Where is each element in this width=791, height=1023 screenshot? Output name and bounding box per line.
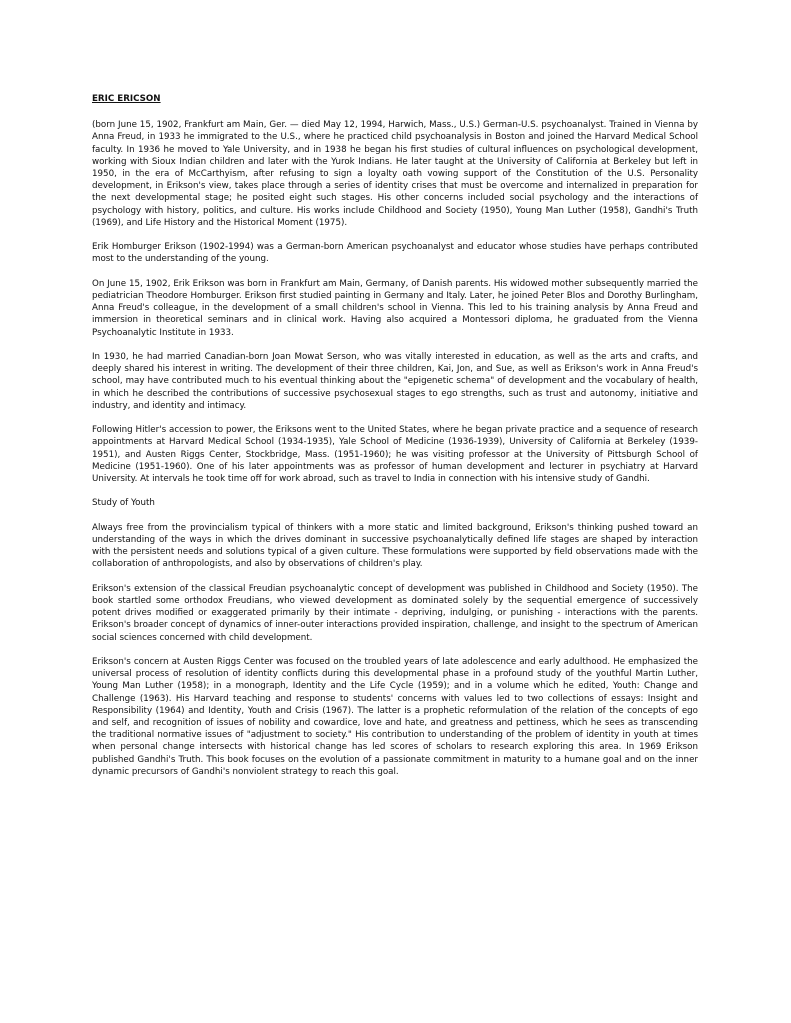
paragraph-introduction: Erik Homburger Erikson (1902-1994) was a German-born American psychoanalyst and educator whose studies have perhaps contributed most to the understanding of the young. <box>92 242 698 265</box>
paragraph-marriage: In 1930, he had married Canadian-born Joan Mowat Serson, who was vitally interested in education, as well as the arts and crafts, and deeply shared his interest in writing. The development of their three children, Kai, Jon, and Sue, as well as Erikson's work in Anna Freud's school, may have contributed much to his eventual thinking about the "epigenetic schema" of development and the vocabulary of health, in which he described the contributions of successive psychosexual stages to ego strengths, such as trust and autonomy, initiative and industry, and identity and intimacy. <box>92 352 698 411</box>
paragraph-career: Following Hitler's accession to power, the Eriksons went to the United States, where he began private practice and a sequence of research appointments at Harvard Medical School (1934-1935), Yale School of Medicine (1936-1939), University of California at Berkeley (1939-1951), and Austen Riggs Center, Stockbridge, Mass. (1951-1960); he was visiting professor at the University of Pittsburgh School of Medicine (1951-1960). One of his later appointments was as professor of human development and lecturer in psychiatry at Harvard University. At intervals he took time off for work abroad, such as travel to India in connection with his intensive study of Gandhi. <box>92 425 698 485</box>
section-heading: Study of Youth <box>92 498 155 509</box>
paragraph-early-life: On June 15, 1902, Erik Erikson was born in Frankfurt am Main, Germany, of Danish parents. His widowed mother subsequently married the pediatrician Theodore Homburger. Erikson first studied painting in Germany and Italy. Later, he joined Peter Blos and Dorothy Burlingham, Anna Freud's colleague, in the development of a small children's school in Vienna. This led to his training analysis by Anna Freud and immersion in theoretical seminars and in clinical work. Having also acquired a Montessori diploma, he graduated from the Vienna Psychoanalytic Institute in 1933. <box>92 278 698 338</box>
paragraph-austen-riggs: Erikson's concern at Austen Riggs Center was focused on the troubled years of late adolescence and early adulthood. He emphasized the universal process of resolution of identity conflicts during this developmental phase in a profound study of the youthful Martin Luther, Young Man Luther (1958); in a monograph, Identity and the Life Cycle (1959); and in a volume which he edited, Youth: Change and Challenge (1963). His Harvard teaching and response to students' concerns with values led to two collections of essays: Insight and Responsibility (1964) and Identity, Youth and Crisis (1967). The latter is a prophetic reformulation of the relation of the concepts of ego and self, and recognition of issues of nobility and cowardice, love and hate, and greatness and pettiness, which he sees as transcending the traditional normative issues of "adjustment to society." His contribution to understanding of the problem of identity in youth at times when personal change intersects with historical change has led scores of scholars to research exploring this area. In 1969 Erikson published Gandhi's Truth. This book focuses on the evolution of a passionate commitment in maturity to a humane goal and on the inner dynamic precursors of Gandhi's nonviolent strategy to reach this goal. <box>92 657 698 777</box>
paragraph-youth-thinking: Always free from the provincialism typical of thinkers with a more static and limited background, Erikson's thinking pushed toward an understanding of the ways in which the drives dominant in successive psychoanalytically defined life stages are shaped by interaction with the persistent needs and solutions typical of a given culture. These formulations were supported by field observations made with the collaboration of anthropologists, and also by observations of children's play. <box>92 522 698 570</box>
document-title: ERIC ERICSON <box>92 94 161 104</box>
paragraph-childhood-society: Erikson's extension of the classical Freudian psychoanalytic concept of development was published in Childhood and Society (1950). The book startled some orthodox Freudians, who viewed development as dominated solely by the sequential emergence of successively potent drives modified or exaggerated primarily by their intimate - depriving, indulging, or punishing - interactions with the parents. Erikson's broader concept of dynamics of inner-outer interactions provided inspiration, challenge, and insight to the spectrum of American social sciences concerned with child development. <box>92 583 698 643</box>
paragraph-biography-summary: (born June 15, 1902, Frankfurt am Main, Ger. — died May 12, 1994, Harwich, Mass., U.S.) German-U.S. psychoanalyst. Trained in Vienna by Anna Freud, in 1933 he immigrated to the U.S., where he practiced child psychoanalysis in Boston and joined the Harvard Medical School faculty. In 1936 he moved to Yale University, and in 1938 he began his first studies of cultural influences on psychological development, working with Sioux Indian children and later with the Yurok Indians. He later taught at the University of California at Berkeley but left in 1950, in the era of McCarthyism, after refusing to sign a loyalty oath vowing support of the Constitution of the U.S. Personality development, in Erikson's view, takes place through a series of identity crises that must be overcome and internalized in preparation for the next developmental stage; he posited eight such stages. His other concerns included social psychology and the interactions of psychology with history, politics, and culture. His works include Childhood and Society (1950), Young Man Luther (1958), Gandhi's Truth (1969), and Life History and the Historical Moment (1975). <box>92 120 698 228</box>
document-page <box>92 93 698 790</box>
